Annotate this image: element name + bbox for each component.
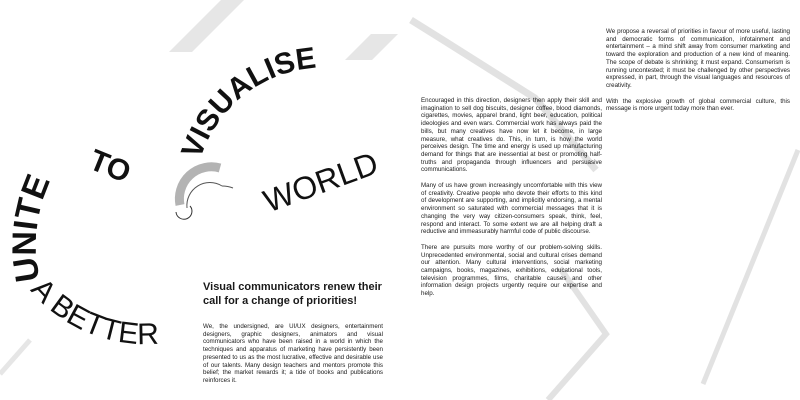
ring-mark xyxy=(176,206,192,219)
paragraph: We, the undersigned, are UI/UX designers, entertainment designers, graphic designers, animators and visual communicators who have been raised in a world in which the techniques and apparatus of marketing have persistently been presented to us as the most lucrative, effective and desirable use of our talents. Many design teachers and mentors promote this belief; the market rewards it; a tide of books and publications reinforces it. xyxy=(203,323,383,384)
outline-arc-mark xyxy=(187,183,222,208)
word-unite: UNITE xyxy=(5,169,58,285)
paragraph: Many of us have grown increasingly uncomfortable with this view of creativity. Creative people who devote their efforts to this kind of development are supporting, and implicitly endorsing, a mental environment so saturated with commercial messages that it is changing the very way citizen-consumers speak, think, feel, respond and interact. To some extent we are all helping draft a reductive and immeasurably harmful code of public discourse. xyxy=(421,182,602,236)
word-to: TO xyxy=(84,143,136,190)
body-column-middle xyxy=(421,97,602,306)
body-column-left xyxy=(203,323,383,393)
outline-arc-mark-inner xyxy=(222,186,233,188)
paragraph: There are pursuits more worthy of our problem-solving skills. Unprecedented environmental, social and cultural crises demand our attention. Many cultural interventions, social marketing campaigns, books, magazines, exhibitions, educational tools, television programmes, films, charitable causes and other information design projects urgently require our expertise and help. xyxy=(421,243,602,298)
headline: Visual communicators renew their call for a change of priorities! xyxy=(203,281,382,307)
grey-line-right-edge xyxy=(703,150,798,384)
paragraph: We propose a reversal of priorities in favour of more useful, lasting and democratic forms of communication, infotainment and entertainment – a mind shift away from consumer marketing and toward the exploration and production of a new kind of meaning. The scope of debate is shrinking; it must expand. Consumerism is running uncontested; it must be challenged by other perspectives expressed, in part, through the visual languages and resources of creativity. xyxy=(606,28,790,89)
word-a-better: A BETTER xyxy=(24,272,160,352)
paragraph: With the explosive growth of global commercial culture, this message is more urgent today more than ever. xyxy=(606,97,790,113)
word-world: WORLD xyxy=(258,144,383,220)
grey-arc-mark xyxy=(179,167,220,205)
body-column-right xyxy=(606,28,790,121)
paragraph: Encouraged in this direction, designers then apply their skill and imagination to sell dog biscuits, designer coffee, blood diamonds, cigarettes, movies, apparel brand, light beer, education, political ideologies and even wars. Commercial work has always paid the bills, but many creatives have now let it become, in large measure, what creatives do. This, in turn, is how the world perceives design. The time and energy is used up manufacturing demand for things that are inessential at best or promoting half-truths and propaganda through influencers and persuasive communications. xyxy=(421,97,602,174)
word-visualise: VISUALISE xyxy=(175,41,318,163)
